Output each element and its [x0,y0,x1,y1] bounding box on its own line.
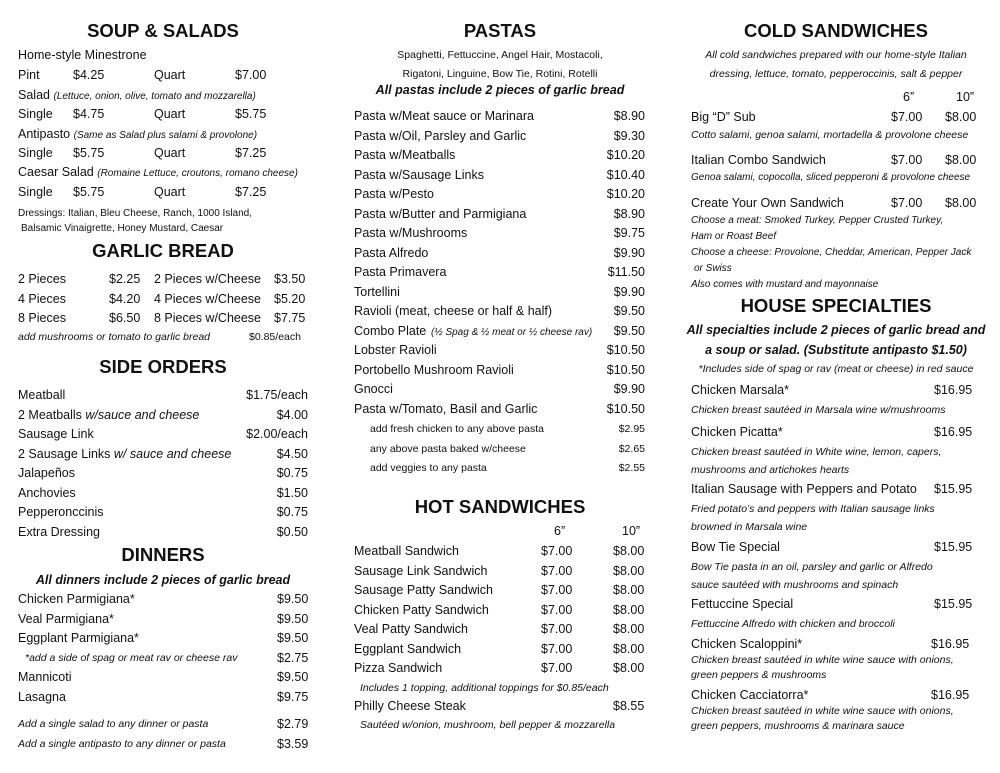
pasta-name: Pasta w/Meatballs [354,148,456,162]
cold-col-6-header: 6” [903,90,915,104]
pasta-price: $10.50 [606,362,645,377]
dinner-name: Veal Parmigiana* [18,612,114,626]
house-specialty-desc-2: green peppers, mushrooms & marinara sauce [691,720,905,732]
pasta-price: $9.90 [613,382,645,396]
dinner-name: *add a side of spag or meat rav or cheese rav [25,652,238,664]
side-order-name: 2 Meatballs [18,408,86,422]
house-subtitle-2: a soup or salad. (Substitute antipasto $1.50) [705,343,967,357]
side-order-price: $0.75 [276,466,308,480]
salad-single-label: Single [18,107,53,121]
house-specialty-desc: Chicken breast sautéed in white wine sauce with onions, [691,705,954,717]
side-order-price: $1.75/each [246,388,308,402]
side-order-name: Sausage Link [18,427,94,441]
house-subtitle-1: All specialties include 2 pieces of garlic bread and [686,323,986,337]
philly-price: $8.55 [613,699,645,713]
cold-col-10-header: 10” [956,90,975,104]
quart-label: Quart [154,68,186,82]
cold-sandwiches-heading: COLD SANDWICHES [744,20,928,41]
cyo-line-1: Choose a meat: Smoked Turkey, Pepper Crusted Turkey, [691,215,944,226]
pasta-addon-name: add veggies to any pasta [370,462,487,474]
hot-sandwich-name: Eggplant Sandwich [354,641,462,656]
dinner-price: $9.50 [277,592,309,606]
pasta-price: $9.50 [613,304,645,318]
hot-sandwich-price-6: $7.00 [541,661,573,675]
side-order-item [18,465,75,481]
pasta-types-line-2: Rigatoni, Linguine, Bow Tie, Rotini, Rotelli [402,68,598,80]
bigd-desc: Cotto salami, genoa salami, mortadella & provolone cheese [691,129,969,141]
dinner-name: Chicken Parmigiana* [18,592,135,606]
house-specialty-desc: Chicken breast sautéed in Marsala wine w/mushrooms [691,404,946,416]
hot-sandwich-price-6: $7.00 [541,602,573,617]
hot-sandwich-price-6: $7.00 [541,583,573,597]
house-specialty-desc-2: mushrooms and artichokes hearts [691,464,850,476]
hot-sandwich-price-10: $8.00 [613,602,645,617]
dinner-price: $9.50 [277,670,309,684]
pasta-price: $9.90 [613,284,645,299]
pasta-types-line-1: Spaghetti, Fettuccine, Angel Hair, Mostacoli, [397,49,603,61]
cyo-name: Create Your Own Sandwich [691,196,844,210]
pasta-name: Tortellini [354,284,400,299]
garlic-row-cheese-qty: 4 Pieces w/Cheese [154,292,262,306]
house-specialty-name: Fettuccine Special [691,597,794,611]
pastas-subtitle: All pastas include 2 pieces of garlic bread [375,83,625,97]
pasta-addon-name: add fresh chicken to any above pasta [370,423,544,435]
pasta-price: $10.50 [606,401,645,416]
house-specialty-price: $15.95 [934,597,973,611]
hot-sandwich-price-10: $8.00 [613,661,645,675]
pasta-name: Gnocci [354,382,393,396]
philly-desc: Sautéed w/onion, mushroom, bell pepper & mozzarella [360,719,616,731]
hot-sandwich-price-10: $8.00 [613,583,645,597]
salad-desc: (Lettuce, onion, olive, tomato and mozzarella) [53,91,256,102]
italian-combo-price-10: $8.00 [945,153,977,167]
side-order-item [18,446,231,462]
cyo-line-2: Ham or Roast Beef [691,231,777,242]
pasta-price: $11.50 [607,265,645,279]
garlic-row-price: $4.20 [109,292,141,306]
garlic-row-price: $2.25 [109,272,141,286]
dinners-heading: DINNERS [121,544,205,565]
house-specialty-price: $16.95 [934,425,973,439]
cyo-line-5: Also comes with mustard and mayonnaise [691,279,879,290]
pasta-price: $9.90 [613,245,645,260]
cyo-price-10: $8.00 [945,196,977,210]
hot-sandwich-price-10: $8.00 [613,563,645,578]
garlic-note: add mushrooms or tomato to garlic bread [18,331,211,343]
pasta-addon-name: any above pasta baked w/cheese [370,443,526,455]
italian-combo-name: Italian Combo Sandwich [691,153,826,167]
side-order-price: $2.00/each [246,427,308,441]
pint-label: Pint [18,68,40,82]
house-specialty-price: $16.95 [931,688,970,702]
dinner-name: Lasagna [18,690,66,704]
dinner-price: $2.75 [277,651,309,665]
add-salad-note: Add a single salad to any dinner or pasta [18,718,209,730]
pasta-addon-price: $2.65 [618,443,645,455]
salad-quart-price: $5.75 [235,107,267,121]
house-specialty-name: Bow Tie Special [691,540,780,554]
salad-single-price: $4.75 [73,107,105,121]
pasta-price: $9.75 [613,226,645,240]
pasta-price: $10.20 [606,148,645,162]
hot-sandwich-price-10: $8.00 [613,544,645,558]
side-order-name: Jalapeños [18,466,75,480]
pasta-price: $10.20 [606,187,645,201]
pasta-price: $10.50 [606,343,645,357]
house-specialties-heading: HOUSE SPECIALTIES [740,295,932,316]
house-specialty-name: Italian Sausage with Peppers and Potato [691,482,917,496]
hot-sandwich-price-10: $8.00 [613,622,645,636]
pastas-heading: PASTAS [463,20,537,41]
garlic-bread-heading: GARLIC BREAD [92,240,234,261]
hot-sandwich-price-6: $7.00 [541,544,573,558]
pizza-sandwich-note: Includes 1 topping, additional toppings for $0.85/each [360,682,609,694]
house-specialty-desc: Chicken breast sautéed in White wine, lemon, capers, [691,446,942,458]
pasta-price: $8.90 [613,206,645,221]
pasta-name: Pasta w/Pesto [354,187,434,201]
hot-col-10-header: 10” [622,524,641,538]
bigd-price-6: $7.00 [891,110,923,124]
hot-sandwich-price-6: $7.00 [541,622,573,636]
house-specialty-desc: Fried potato’s and peppers with Italian sausage links [691,503,935,515]
house-specialty-price: $16.95 [931,637,970,651]
pasta-name: Pasta w/Oil, Parsley and Garlic [354,128,527,143]
combo-plate-desc: (½ Spag & ½ meat or ½ cheese rav) [431,327,593,338]
side-order-price: $0.50 [276,525,308,539]
house-specialty-desc: Fettuccine Alfredo with chicken and broccoli [691,618,895,630]
hot-sandwich-name: Chicken Patty Sandwich [354,602,489,617]
hot-col-6-header: 6” [554,524,566,538]
side-order-desc: w/sauce and cheese [85,408,200,422]
hot-sandwich-name: Pizza Sandwich [354,661,443,675]
bigd-name: Big “D” Sub [691,110,756,124]
cyo-line-4: or Swiss [694,263,732,274]
caesar-quart-price: $7.25 [235,185,267,199]
soup-salads-heading: SOUP & SALADS [87,20,239,41]
garlic-row-cheese-qty: 2 Pieces w/Cheese [154,272,262,286]
pint-price: $4.25 [73,68,105,82]
caesar-quart-label: Quart [154,185,186,199]
add-antipasto-note: Add a single antipasto to any dinner or pasta [18,738,226,750]
caesar-name: Caesar Salad [18,165,94,179]
pasta-name: Pasta Primavera [354,265,447,279]
side-order-name: Meatball [18,388,66,402]
cold-intro-line-2: dressing, lettuce, tomato, pepperoccinis, salt & pepper [709,68,963,80]
garlic-row-qty: 4 Pieces [18,292,66,306]
garlic-row-cheese-price: $3.50 [274,272,306,286]
salad-label [18,87,256,105]
garlic-row-cheese-price: $7.75 [274,311,306,325]
pasta-name: Pasta w/Butter and Parmigiana [354,206,527,221]
side-order-item [18,485,76,501]
house-specialty-desc-2: green peppers & mushrooms [691,669,827,681]
dinner-price: $9.50 [277,631,309,645]
hot-sandwich-name: Sausage Patty Sandwich [354,583,493,597]
side-order-desc: w/ sauce and cheese [113,447,232,461]
house-specialty-desc: Chicken breast sautéed in white wine sauce with onions, [691,654,954,666]
antipasto-desc: (Same as Salad plus salami & provolone) [73,130,258,141]
garlic-row-qty: 2 Pieces [18,272,66,286]
dinner-name: Mannicoti [18,670,72,684]
caesar-single-label: Single [18,185,53,199]
side-order-name: Extra Dressing [18,525,100,539]
hot-sandwich-name: Sausage Link Sandwich [354,563,488,578]
house-specialty-desc-2: browned in Marsala wine [691,521,808,533]
house-specialty-price: $15.95 [934,540,973,554]
house-specialty-name: Chicken Cacciatorra* [691,688,809,702]
side-orders-heading: SIDE ORDERS [99,356,227,377]
caesar-desc: (Romaine Lettuce, croutons, romano cheese) [97,168,298,179]
house-specialty-name: Chicken Scaloppini* [691,637,803,651]
hot-sandwich-name: Meatball Sandwich [354,544,459,558]
side-order-item [18,524,100,540]
antipasto-quart-label: Quart [154,146,186,160]
hot-sandwich-price-6: $7.00 [541,641,573,656]
side-order-name: 2 Sausage Links [18,447,114,461]
quart-price: $7.00 [235,68,267,82]
side-order-item [18,387,65,403]
add-salad-price: $2.79 [277,717,309,731]
caesar-single-price: $5.75 [73,185,105,199]
garlic-row-cheese-price: $5.20 [274,292,306,306]
pasta-price: $9.50 [613,323,645,338]
antipasto-name: Antipasto [18,127,71,141]
dinner-price: $9.50 [277,612,309,626]
pasta-name: Pasta w/Sausage Links [354,167,484,182]
hot-sandwich-name: Veal Patty Sandwich [354,622,468,636]
caesar-label [18,164,298,182]
pasta-name: Combo Plate [354,323,427,338]
italian-combo-desc: Genoa salami, copocolla, sliced pepperoni & provolone cheese [691,172,971,183]
dinners-subtitle: All dinners include 2 pieces of garlic bread [35,573,291,587]
pasta-addon-price: $2.95 [618,423,645,435]
garlic-row-cheese-qty: 8 Pieces w/Cheese [154,311,262,325]
side-order-item [18,504,103,520]
bigd-price-10: $8.00 [945,110,977,124]
garlic-note-price: $0.85/each [249,331,301,343]
dinner-price: $9.75 [277,690,309,704]
dressings-line-1: Dressings: Italian, Bleu Cheese, Ranch, 1000 Island, [18,208,253,219]
antipasto-quart-price: $7.25 [235,146,267,160]
house-specialty-desc-2: sauce sautéed with mushrooms and spinach [691,579,899,591]
salad-quart-label: Quart [154,107,186,121]
house-specialty-price: $15.95 [934,482,973,496]
house-specialty-price: $16.95 [934,383,973,397]
pasta-name: Pasta w/Mushrooms [354,226,468,240]
antipasto-single-label: Single [18,146,53,160]
dressings-line-2: Balsamic Vinaigrette, Honey Mustard, Caesar [21,223,224,234]
side-order-price: $4.00 [276,408,308,422]
pasta-name: Pasta Alfredo [354,245,429,260]
cold-intro-line-1: All cold sandwiches prepared with our home-style Italian [705,49,967,61]
garlic-row-qty: 8 Pieces [18,311,66,325]
side-order-item [18,407,199,423]
house-subtitle-3: *Includes side of spag or rav (meat or cheese) in red sauce [698,363,974,375]
hot-sandwiches-heading: HOT SANDWICHES [414,496,586,517]
pasta-name: Lobster Ravioli [354,343,437,357]
side-order-name: Anchovies [18,486,76,500]
salad-name: Salad [18,88,50,102]
dinner-name: Eggplant Parmigiana* [18,631,139,645]
house-specialty-desc: Bow Tie pasta in an oil, parsley and garlic or Alfredo [691,561,933,573]
side-order-price: $0.75 [276,505,308,519]
add-antipasto-price: $3.59 [277,737,309,751]
pasta-price: $8.90 [613,109,645,123]
pasta-name: Portobello Mushroom Ravioli [354,362,514,377]
pasta-price: $9.30 [613,128,645,143]
minestrone-label: Home-style Minestrone [18,48,147,62]
side-order-price: $4.50 [276,447,308,461]
pasta-name: Pasta w/Tomato, Basil and Garlic [354,401,538,416]
pasta-name: Pasta w/Meat sauce or Marinara [354,109,534,123]
side-order-name: Pepperonccinis [18,505,104,519]
pasta-price: $10.40 [606,167,645,182]
side-order-price: $1.50 [276,486,308,500]
hot-sandwich-price-6: $7.00 [541,563,573,578]
house-specialty-name: Chicken Marsala* [691,383,789,397]
pasta-addon-price: $2.55 [618,462,645,474]
italian-combo-price-6: $7.00 [891,153,923,167]
side-order-item [18,426,94,442]
philly-name: Philly Cheese Steak [354,699,466,713]
cyo-price-6: $7.00 [891,196,923,210]
pasta-name: Ravioli (meat, cheese or half & half) [354,304,553,318]
hot-sandwich-price-10: $8.00 [613,641,645,656]
cyo-line-3: Choose a cheese: Provolone, Cheddar, American, Pepper Jack [691,247,972,258]
house-specialty-name: Chicken Picatta* [691,425,783,439]
garlic-row-price: $6.50 [109,311,141,325]
antipasto-single-price: $5.75 [73,146,105,160]
antipasto-label [18,126,257,144]
